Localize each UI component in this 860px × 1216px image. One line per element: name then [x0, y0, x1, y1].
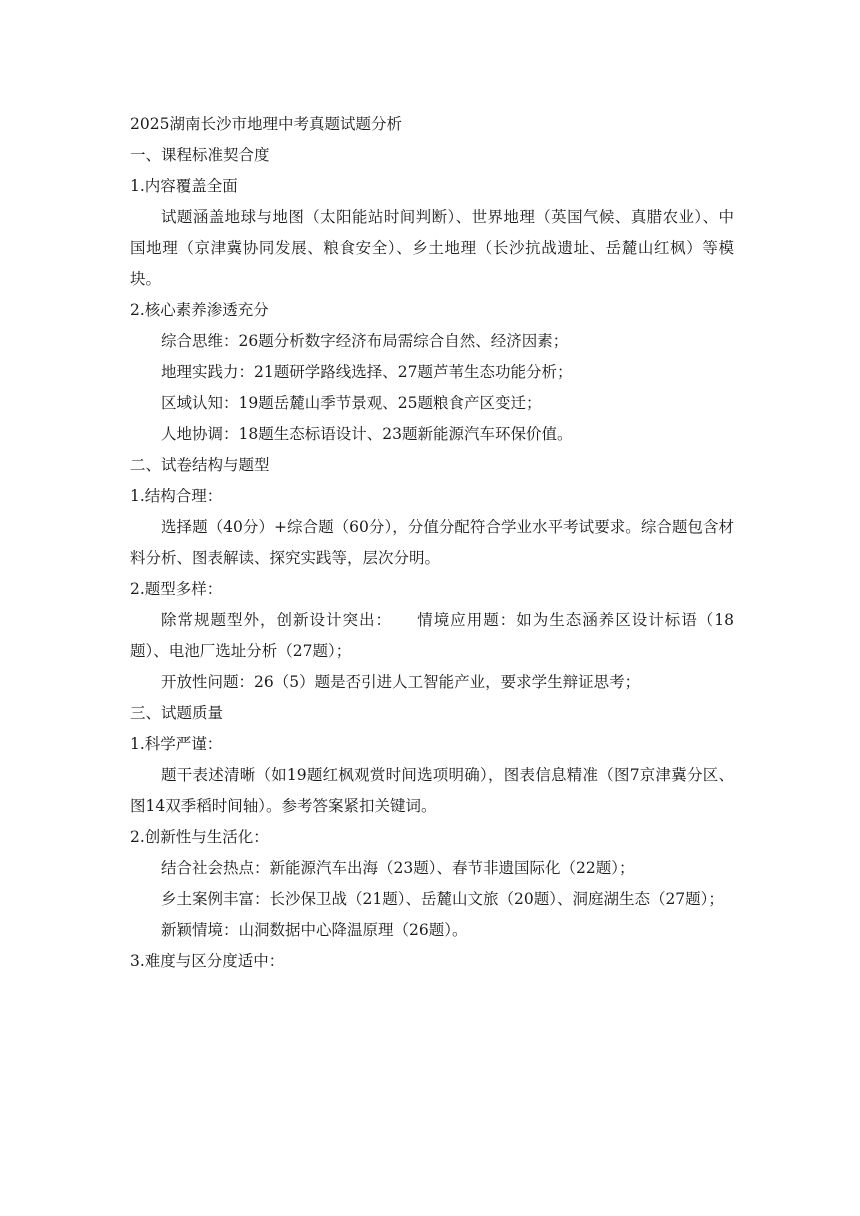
section-heading: 一、课程标准契合度	[130, 146, 270, 164]
document-body	[130, 109, 734, 977]
paragraph: 区域认知：19题岳麓山季节景观、25题粮食产区变迁；	[161, 394, 542, 412]
paragraph: 乡土案例丰富：长沙保卫战（21题）、岳麓山文旅（20题）、洞庭湖生态（27题）；	[161, 890, 724, 908]
paragraph: 题干表述清晰（如19题红枫观赏时间选项明确），图表信息精准（图7京津冀分区、图14双季稻时间轴）。参考答案紧扣关键词。	[130, 766, 734, 815]
document-title: 2025湖南长沙市地理中考真题试题分析	[130, 115, 402, 133]
paragraph: 综合思维：26题分析数字经济布局需综合自然、经济因素；	[161, 332, 569, 350]
subsection-heading: 1.结构合理：	[130, 487, 223, 505]
paragraph: 人地协调：18题生态标语设计、23题新能源汽车环保价值。	[161, 425, 573, 443]
section-heading: 三、试题质量	[130, 704, 224, 722]
subsection-heading: 2.创新性与生活化：	[130, 828, 269, 846]
subsection-heading: 2.核心素养渗透充分	[130, 301, 269, 319]
paragraph: 开放性问题：26（5）题是否引进人工智能产业，要求学生辩证思考；	[161, 673, 641, 691]
paragraph: 地理实践力：21题研学路线选择、27题芦苇生态功能分析；	[161, 363, 573, 381]
subsection-heading: 3.难度与区分度适中：	[130, 952, 285, 970]
subsection-heading: 1.科学严谨：	[130, 735, 223, 753]
section-heading: 二、试卷结构与题型	[130, 456, 270, 474]
paragraph: 新颖情境：山洞数据中心降温原理（26题）。	[161, 921, 468, 939]
paragraph: 选择题（40分）+综合题（60分），分值分配符合学业水平考试要求。综合题包含材料分析、图表解读、探究实践等，层次分明。	[130, 518, 734, 567]
subsection-heading: 1.内容覆盖全面	[130, 177, 238, 195]
paragraph: 结合社会热点：新能源汽车出海（23题）、春节非遗国际化（22题）；	[161, 859, 635, 877]
paragraph: 试题涵盖地球与地图（太阳能站时间判断）、世界地理（英国气候、真腊农业）、中国地理（京津冀协同发展、粮食安全）、乡土地理（长沙抗战遗址、岳麓山红枫）等模块。	[130, 208, 734, 288]
subsection-heading: 2.题型多样：	[130, 580, 223, 598]
paragraph: 除常规题型外，创新设计突出： 情境应用题：如为生态涵养区设计标语（18题）、电池厂选址分析（27题）；	[130, 611, 734, 660]
